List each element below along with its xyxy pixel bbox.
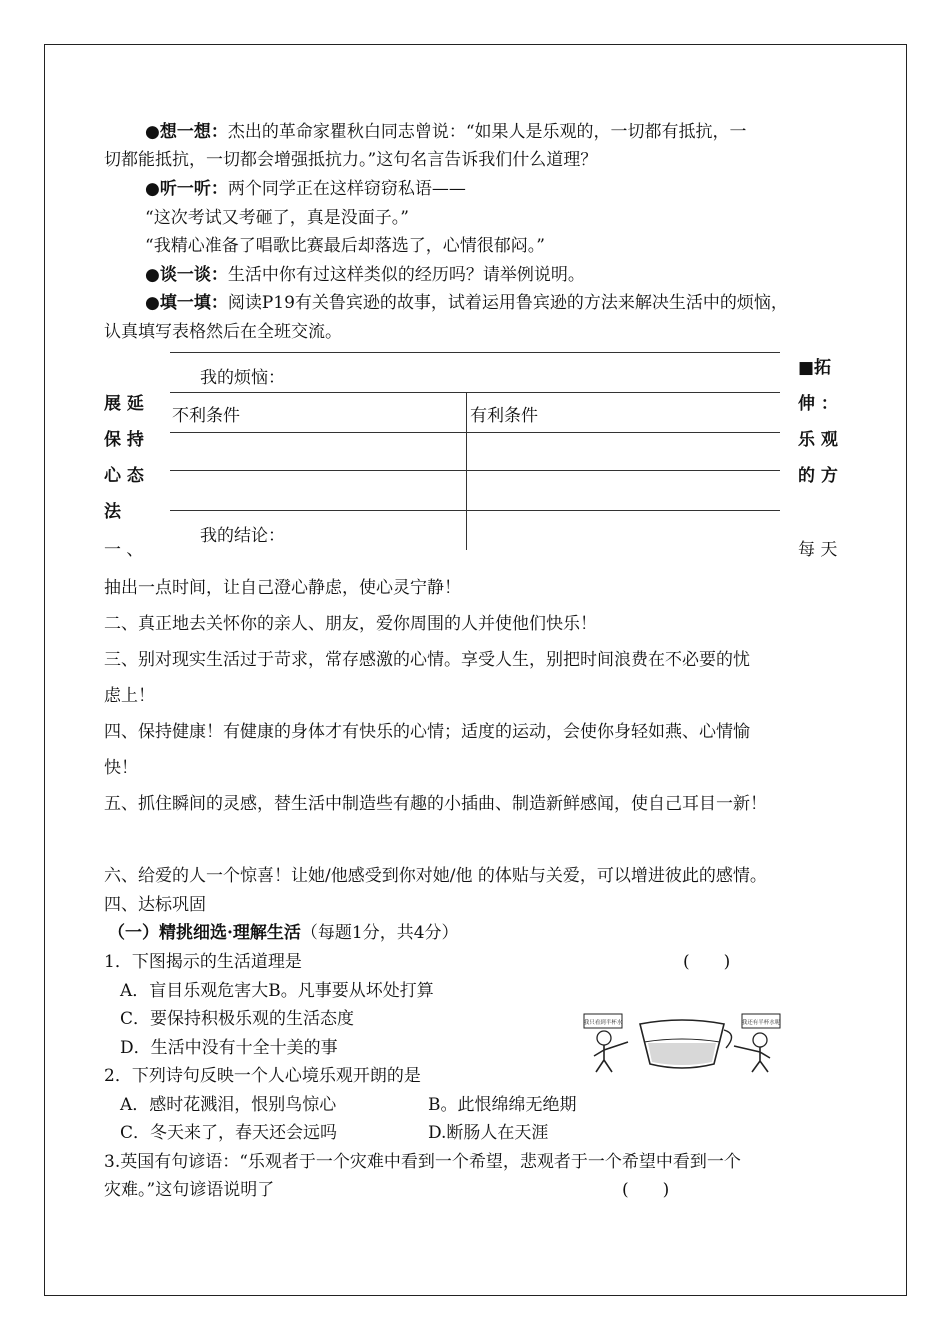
subtitle-note: （每题1分，共4分） [300, 923, 459, 943]
side-left-2: 保 持 [104, 430, 144, 450]
tip-2: 二、真正地去关怀你的亲人、朋友，爱你周围的人并使他们快乐！ [104, 614, 597, 634]
section-title: 四、达标巩固 [104, 895, 206, 915]
listen-quote-1: “这次考试又考砸了，真是没面子。” [145, 208, 409, 228]
subtitle-bold: （一）精挑细选·理解生活 [108, 923, 301, 943]
q2-option-d[interactable]: D.断肠人在天涯 [428, 1123, 549, 1143]
q1-option-c[interactable]: C．要保持积极乐观的生活态度 [120, 1009, 355, 1029]
think-text: 杰出的革命家瞿秋白同志曾说：“如果人是乐观的，一切都有抵抗，一 [227, 122, 747, 142]
table-rule [170, 392, 780, 393]
q1-option-d[interactable]: D．生活中没有十全十美的事 [120, 1038, 338, 1058]
question-3: 3.英国有句谚语：“乐观者于一个灾难中看到一个希望，悲观者于一个希望中看到一个 [104, 1152, 741, 1172]
bubble-right-text: 我还有半杯水呢 [741, 1020, 781, 1026]
conclusion-label[interactable]: 我的结论： [200, 526, 285, 546]
side-left-3: 心 态 [104, 466, 144, 486]
person-left-icon [584, 1014, 628, 1072]
listen-text: 两个同学正在这样窃窃私语—— [227, 179, 466, 199]
table-rule [170, 470, 780, 471]
fill-text: 阅读P19有关鲁宾逊的故事，试着运用鲁宾逊的方法来解决生活中的烦恼， [227, 293, 788, 313]
talk-paragraph [145, 265, 585, 285]
side-left-4: 法 [104, 502, 121, 522]
fill-paragraph [145, 293, 788, 313]
unfavorable-header: 不利条件 [172, 406, 240, 426]
q2-option-b[interactable]: B。此恨绵绵无绝期 [428, 1095, 577, 1115]
talk-text: 生活中你有过这样类似的经历吗？请举例说明。 [227, 265, 585, 285]
think-paragraph [145, 122, 747, 142]
side-right-1: ■拓 [798, 358, 832, 378]
think-text-line2: 切都能抵抗，一切都会增强抵抗力。”这句名言告诉我们什么道理？ [104, 150, 598, 170]
trouble-label[interactable]: 我的烦恼： [200, 368, 285, 388]
tip-6: 六、给爱的人一个惊喜！让她/他感受到你对她/他 的体贴与关爱，可以增进彼此的感情。 [104, 866, 767, 886]
answer-bracket-3[interactable]: ( ) [622, 1180, 670, 1200]
bubble-left-text: 我只看到半杯水 [583, 1020, 623, 1026]
favorable-header: 有利条件 [470, 406, 538, 426]
tip-1: 抽出一点时间，让自己澄心静虑，使心灵宁静！ [104, 578, 461, 598]
side-right-5: 每 天 [798, 540, 838, 560]
table-rule [170, 510, 780, 511]
fill-text-line2: 认真填写表格然后在全班交流。 [104, 322, 342, 342]
tip-3: 三、别对现实生活过于苛求，常存感激的心情。享受人生，别把时间浪费在不必要的忧 [104, 650, 750, 670]
question-3-cont: 灾难。”这句谚语说明了 [104, 1180, 275, 1200]
listen-quote-2: “我精心准备了唱歌比赛最后却落选了，心情很郁闷。” [145, 236, 545, 256]
question-2: 2．下列诗句反映一个人心境乐观开朗的是 [104, 1066, 421, 1086]
table-divider [466, 392, 467, 550]
fill-label: ●填一填： [145, 293, 228, 313]
side-right-4: 的 方 [798, 466, 838, 486]
cartoon-illustration [582, 1012, 782, 1074]
table-rule [170, 432, 780, 433]
side-left-5: 一 、 [104, 540, 144, 560]
tip-5: 五、抓住瞬间的灵感，替生活中制造些有趣的小插曲、制造新鲜感闻，使自己耳目一新！ [104, 794, 767, 814]
table-border-top [170, 352, 780, 353]
question-1: 1．下图揭示的生活道理是 [104, 952, 302, 972]
tip-4-cont: 快！ [104, 758, 138, 778]
q2-option-a[interactable]: A．感时花溅泪，恨别鸟惊心 [120, 1095, 337, 1115]
side-right-2: 伸 ： [798, 394, 838, 414]
tip-3-cont: 虑上！ [104, 686, 155, 706]
listen-label: ●听一听： [145, 179, 228, 199]
q2-option-c[interactable]: C．冬天来了，春天还会远吗 [120, 1123, 338, 1143]
cup-icon [640, 1020, 732, 1068]
section-subtitle [108, 923, 459, 943]
talk-label: ●谈一谈： [145, 265, 228, 285]
think-label: ●想一想： [145, 122, 228, 142]
answer-bracket-1[interactable]: ( ) [683, 952, 731, 972]
q1-option-a[interactable]: A．盲目乐观危害大B。凡事要从坏处打算 [120, 981, 434, 1001]
person-right-icon [734, 1014, 781, 1072]
side-left-1: 展 延 [104, 394, 144, 414]
listen-paragraph [145, 179, 466, 199]
side-right-3: 乐 观 [798, 430, 838, 450]
tip-4: 四、保持健康！有健康的身体才有快乐的心情；适度的运动，会使你身轻如燕、心情愉 [104, 722, 750, 742]
